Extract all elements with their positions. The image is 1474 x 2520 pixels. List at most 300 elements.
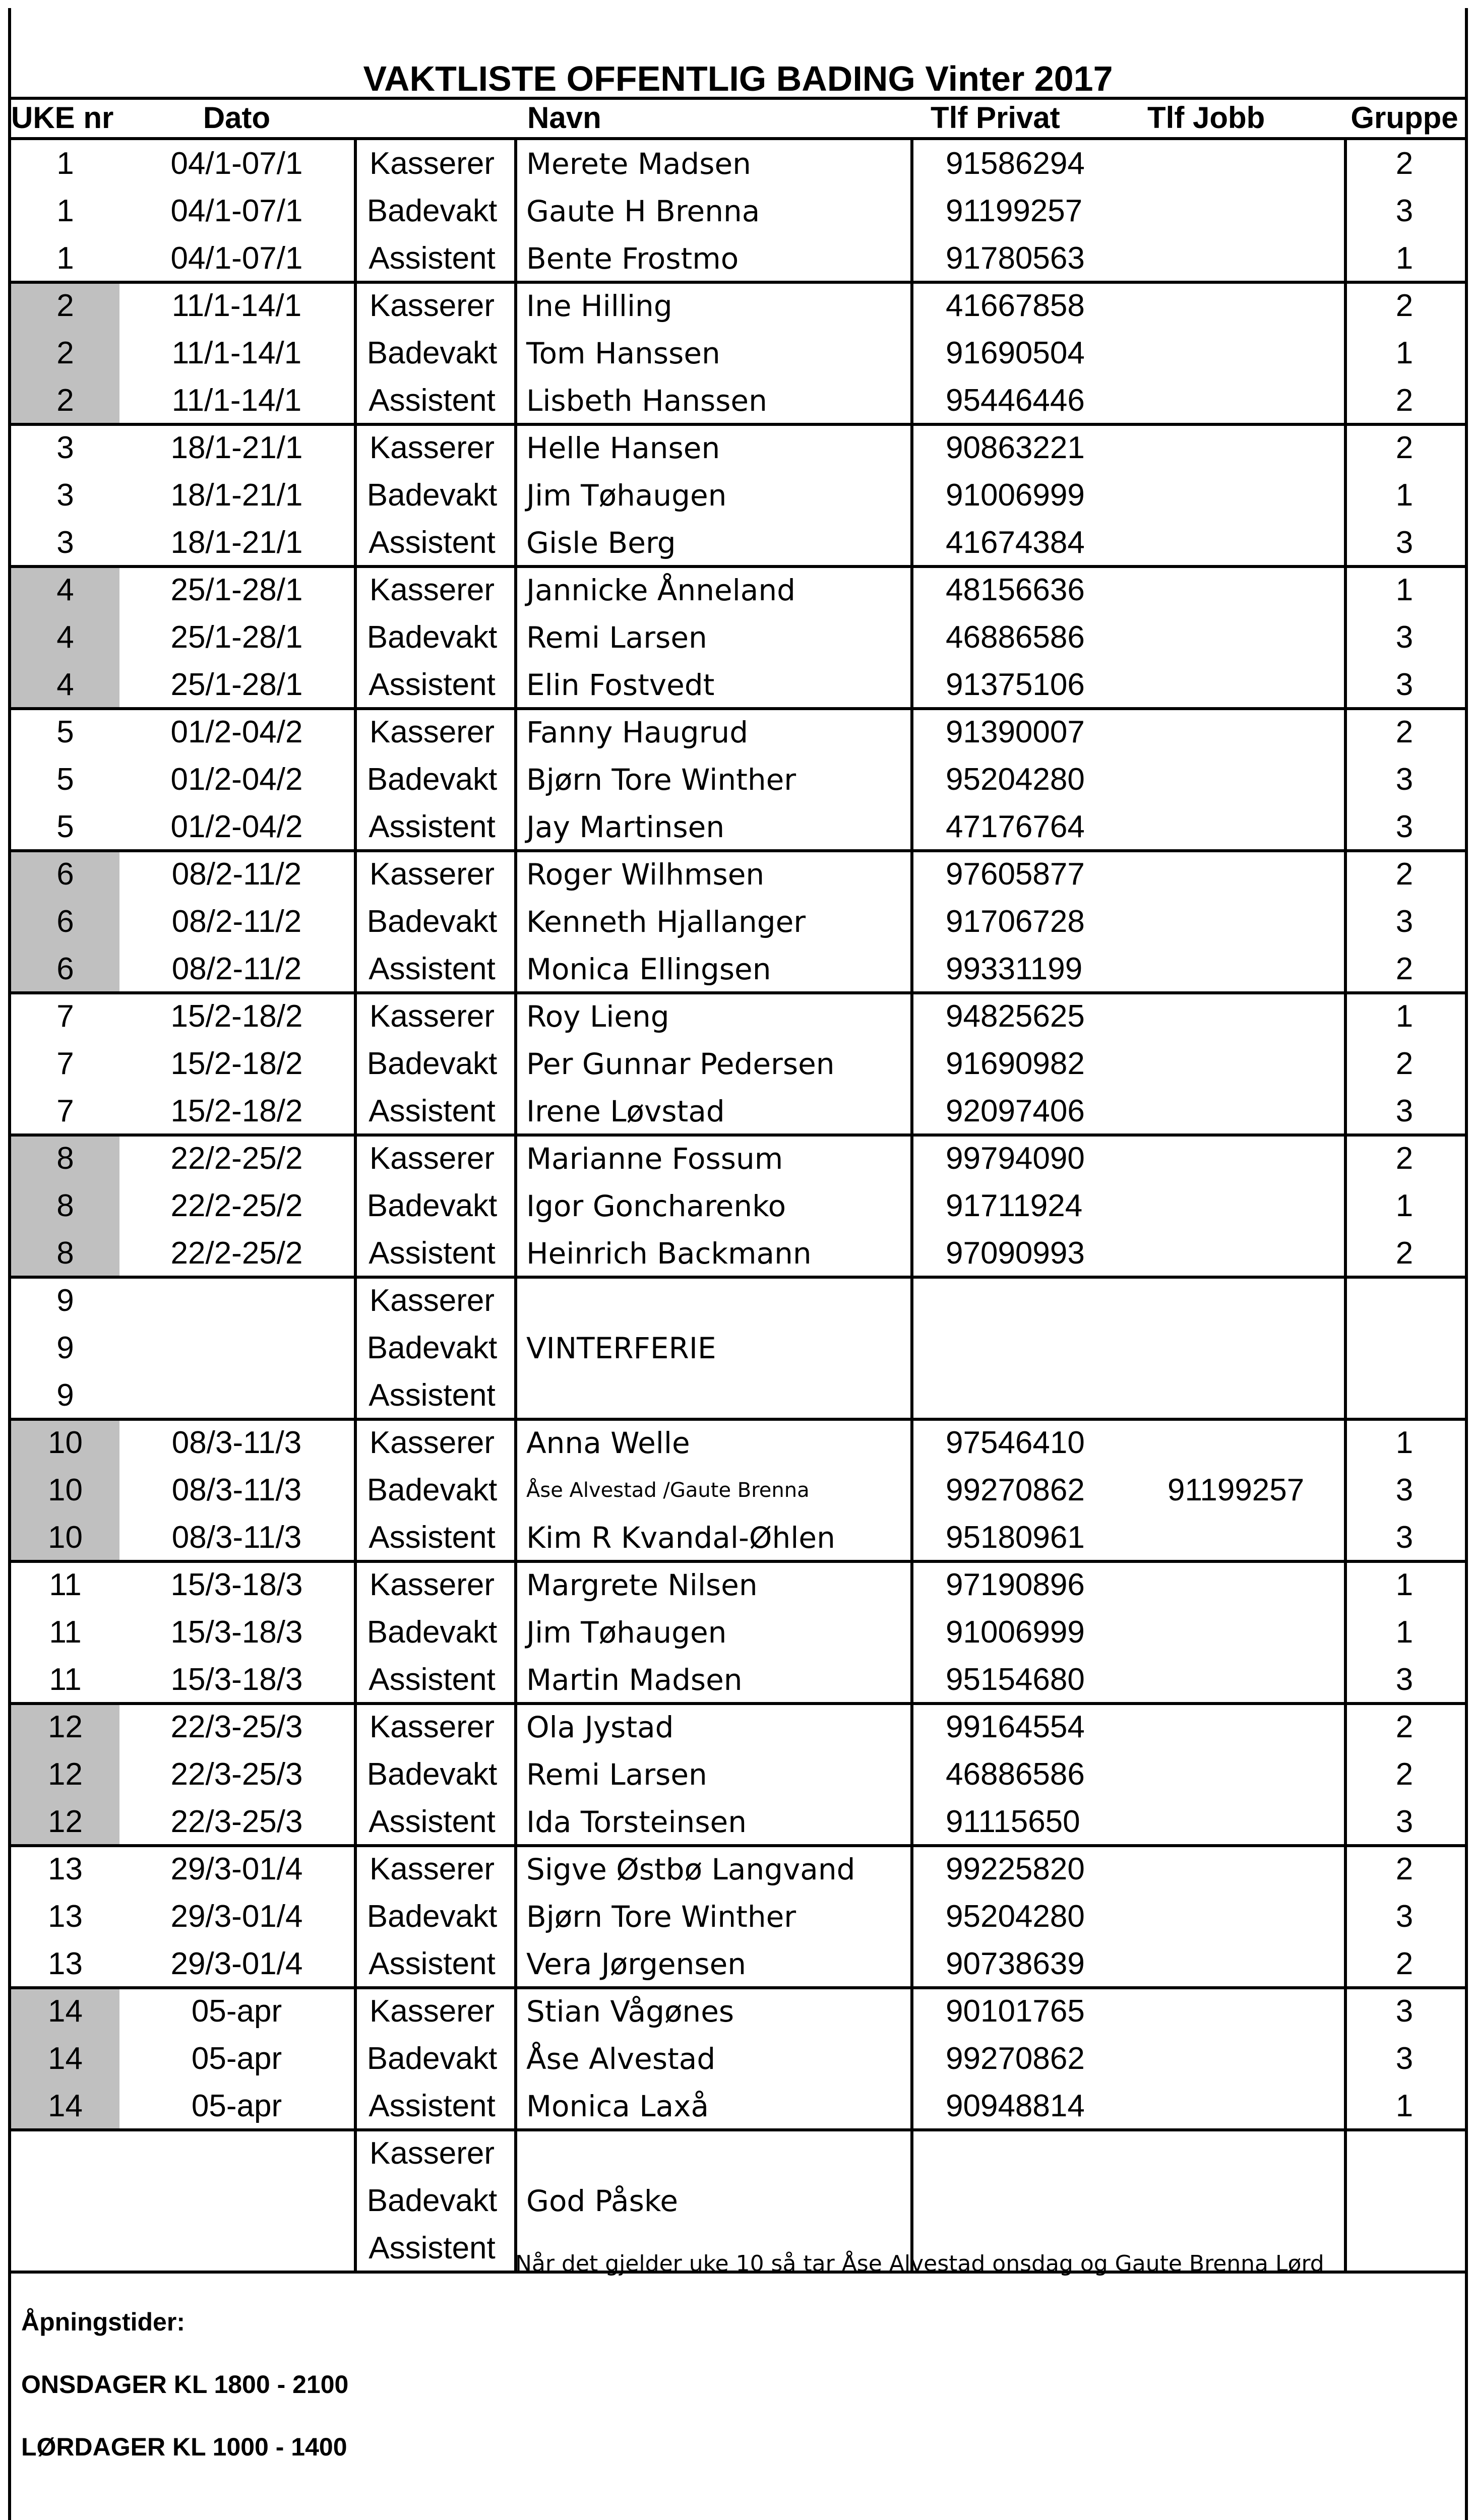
table-row (11, 1514, 1465, 1561)
cell-tlf-jobb (1112, 377, 1344, 424)
cell-uke: 6 (11, 946, 119, 993)
cell-tlf-privat: 91006999 (946, 1615, 1085, 1650)
cell-tlf-jobb (1112, 1040, 1344, 1088)
cell-rolle: Badevakt (366, 2183, 498, 2218)
cell-tlf-jobb (1112, 1798, 1344, 1846)
cell-navn: Kenneth Hjallanger (526, 905, 806, 939)
cell-dato (119, 1325, 354, 1372)
cell-tlf-privat: 95204280 (946, 1899, 1085, 1934)
cell-tlf-jobb (1112, 2177, 1344, 2225)
cell-rolle: Badevakt (366, 1046, 498, 1081)
cell-rolle: Badevakt (366, 336, 498, 370)
cell-gruppe: 1 (1395, 1567, 1414, 1602)
cell-tlf-jobb (1112, 661, 1344, 709)
cell-dato: 01/2-04/2 (170, 762, 303, 797)
cell-gruppe: 1 (1395, 241, 1414, 276)
cell-dato: 15/3-18/3 (170, 1615, 303, 1650)
cell-uke: 9 (56, 1283, 74, 1318)
table-row (11, 235, 1465, 282)
cell-tlf-privat: 90948814 (946, 2089, 1085, 2123)
cell-tlf-privat: 91199257 (946, 194, 1083, 228)
page-title: VAKTLISTE OFFENTLIG BADING Vinter 2017 (363, 59, 1113, 98)
group-separator (11, 2128, 1465, 2131)
cell-rolle: Assistent (368, 809, 496, 844)
cell-gruppe: 3 (1395, 194, 1414, 228)
cell-dato: 05-apr (191, 2041, 282, 2076)
table-row (11, 898, 1465, 946)
cell-gruppe: 2 (1395, 1046, 1414, 1081)
cell-gruppe: 3 (1395, 809, 1414, 844)
cell-tlf-privat: 97190896 (946, 1567, 1085, 1602)
cell-gruppe: 3 (1395, 667, 1414, 702)
cell-tlf-privat: 91711924 (946, 1188, 1083, 1223)
group-separator (11, 281, 1465, 284)
table-row (11, 282, 1465, 330)
table-row (11, 614, 1465, 661)
cell-dato: 22/2-25/2 (170, 1236, 303, 1271)
cell-tlf-jobb (1112, 1182, 1344, 1230)
column-divider (1344, 140, 1347, 2272)
cell-dato (119, 1372, 354, 1419)
group-separator (11, 1560, 1465, 1563)
cell-rolle: Assistent (368, 1662, 496, 1697)
group-separator (11, 1702, 1465, 1705)
cell-gruppe: 3 (1395, 1094, 1414, 1128)
cell-navn: Marianne Fossum (526, 1142, 783, 1176)
cell-navn: Roy Lieng (526, 999, 669, 1034)
cell-gruppe: 2 (1395, 383, 1414, 418)
cell-dato: 22/2-25/2 (170, 1141, 303, 1176)
cell-tlf-privat: 99270862 (946, 2041, 1085, 2076)
cell-rolle: Assistent (368, 2089, 496, 2123)
header-uke: UKE nr (11, 101, 114, 135)
cell-dato: 22/3-25/3 (170, 1710, 303, 1744)
cell-dato: 15/2-18/2 (170, 1094, 303, 1128)
cell-rolle: Badevakt (366, 194, 498, 228)
cell-tlf-privat: 95446446 (946, 383, 1085, 418)
table-row (11, 1609, 1465, 1656)
cell-gruppe: 3 (1395, 1520, 1414, 1555)
cell-tlf-jobb (1112, 330, 1344, 377)
cell-rolle: Assistent (368, 1094, 496, 1128)
cell-gruppe: 2 (1395, 1757, 1414, 1792)
cell-gruppe (1344, 1325, 1465, 1372)
cell-navn: Vera Jørgensen (526, 1947, 747, 1981)
cell-rolle: Assistent (368, 383, 496, 418)
cell-tlf-jobb (1112, 1704, 1344, 1751)
opening-hours-title: Åpningstider: (21, 2308, 185, 2336)
cell-navn: Helle Hansen (526, 431, 720, 465)
cell-uke: 3 (56, 430, 74, 465)
cell-dato: 29/3-01/4 (170, 1852, 303, 1886)
table-row (11, 1182, 1465, 1230)
table-row (11, 140, 1465, 187)
group-separator (11, 1986, 1465, 1989)
cell-tlf-jobb (1112, 851, 1344, 898)
opening-wednesday: ONSDAGER KL 1800 - 2100 (21, 2370, 349, 2399)
table-row (11, 187, 1465, 235)
cell-uke: 8 (11, 1182, 119, 1230)
cell-uke: 12 (11, 1704, 119, 1751)
table-row (11, 566, 1465, 614)
column-divider (354, 140, 357, 2272)
cell-tlf-privat: 90101765 (946, 1994, 1085, 2029)
cell-navn: Kim R Kvandal-Øhlen (526, 1521, 835, 1555)
cell-navn: Roger Wilhmsen (526, 857, 765, 892)
table-row (11, 1940, 1465, 1988)
cell-tlf-privat (910, 1277, 1112, 1325)
cell-tlf-jobb (1112, 472, 1344, 519)
cell-gruppe: 3 (1395, 620, 1414, 655)
cell-uke: 7 (56, 1046, 74, 1081)
cell-gruppe: 1 (1395, 1425, 1414, 1460)
table-row (11, 377, 1465, 424)
cell-dato: 11/1-14/1 (171, 288, 302, 323)
cell-dato: 25/1-28/1 (170, 667, 303, 702)
cell-navn: Sigve Østbø Langvand (526, 1852, 855, 1886)
group-separator (11, 423, 1465, 426)
cell-dato: 05-apr (191, 1994, 282, 2029)
cell-tlf-privat: 99164554 (946, 1710, 1085, 1744)
cell-tlf-privat: 91390007 (946, 715, 1085, 749)
cell-tlf-privat (910, 1372, 1112, 1419)
table-row (11, 709, 1465, 756)
cell-navn: Åse Alvestad /Gaute Brenna (526, 1479, 810, 1502)
cell-tlf-jobb (1112, 1561, 1344, 1609)
cell-uke (11, 2225, 119, 2272)
cell-dato: 25/1-28/1 (170, 620, 303, 655)
column-divider (514, 140, 517, 2272)
table-row (11, 424, 1465, 472)
cell-rolle: Kasserer (369, 430, 495, 465)
cell-dato: 29/3-01/4 (170, 1946, 303, 1981)
table-row (11, 1893, 1465, 1940)
cell-tlf-jobb (1112, 566, 1344, 614)
cell-navn: Remi Larsen (526, 620, 707, 655)
cell-rolle: Badevakt (366, 762, 498, 797)
cell-tlf-privat: 91006999 (946, 478, 1085, 513)
cell-tlf-jobb (1112, 756, 1344, 803)
cell-navn: VINTERFERIE (526, 1331, 716, 1365)
cell-uke: 3 (56, 525, 74, 560)
cell-navn: Heinrich Backmann (526, 1236, 812, 1271)
cell-dato: 18/1-21/1 (170, 478, 303, 513)
table-row (11, 1467, 1465, 1514)
cell-uke: 10 (11, 1419, 119, 1467)
cell-dato: 08/3-11/3 (171, 1425, 302, 1460)
cell-dato: 05-apr (191, 2089, 282, 2123)
cell-navn: Bjørn Tore Winther (526, 763, 796, 797)
cell-tlf-jobb (1112, 1372, 1344, 1419)
cell-tlf-privat: 48156636 (946, 573, 1085, 607)
cell-navn: Per Gunnar Pedersen (526, 1047, 835, 1081)
cell-uke: 1 (56, 146, 74, 181)
cell-navn: Martin Madsen (526, 1663, 743, 1697)
cell-gruppe: 2 (1395, 1141, 1414, 1176)
cell-uke: 1 (56, 241, 74, 276)
cell-rolle: Badevakt (366, 620, 498, 655)
cell-uke: 12 (11, 1798, 119, 1846)
cell-dato: 08/2-11/2 (171, 904, 302, 939)
group-separator (11, 1133, 1465, 1137)
cell-dato: 22/2-25/2 (170, 1188, 303, 1223)
cell-rolle: Badevakt (366, 1331, 498, 1365)
cell-navn: Fanny Haugrud (526, 715, 749, 749)
cell-gruppe: 3 (1395, 904, 1414, 939)
cell-uke: 11 (49, 1662, 82, 1697)
cell-rolle: Kasserer (369, 715, 495, 749)
cell-rolle: Badevakt (366, 904, 498, 939)
cell-rolle: Assistent (368, 525, 496, 560)
cell-gruppe: 1 (1395, 336, 1414, 370)
cell-uke: 4 (11, 614, 119, 661)
cell-rolle: Badevakt (366, 1473, 498, 1507)
cell-tlf-jobb (1112, 993, 1344, 1040)
cell-dato: 18/1-21/1 (170, 525, 303, 560)
cell-rolle: Kasserer (369, 2136, 495, 2171)
cell-rolle: Assistent (368, 1236, 496, 1271)
cell-gruppe (1344, 2225, 1465, 2272)
cell-uke: 2 (11, 330, 119, 377)
cell-navn: Ida Torsteinsen (526, 1805, 747, 1839)
table-row (11, 2130, 1465, 2177)
cell-dato: 15/3-18/3 (170, 1567, 303, 1602)
opening-saturday: LØRDAGER KL 1000 - 1400 (21, 2433, 347, 2461)
cell-gruppe: 3 (1395, 1994, 1414, 2029)
cell-uke: 6 (11, 851, 119, 898)
cell-navn: Gaute H Brenna (526, 194, 760, 228)
cell-dato: 04/1-07/1 (170, 194, 303, 228)
cell-tlf-jobb (1112, 1893, 1344, 1940)
table-row (11, 2035, 1465, 2083)
cell-rolle: Kasserer (369, 1567, 495, 1602)
cell-navn: Igor Goncharenko (526, 1189, 786, 1223)
cell-tlf-privat: 99225820 (946, 1852, 1085, 1886)
cell-dato (119, 2130, 354, 2177)
cell-rolle: Kasserer (369, 573, 495, 607)
cell-navn: Tom Hanssen (526, 336, 720, 370)
cell-tlf-jobb (1112, 140, 1344, 187)
cell-tlf-privat: 91690504 (946, 336, 1085, 370)
table-row (11, 1040, 1465, 1088)
table-row (11, 1798, 1465, 1846)
cell-tlf-jobb (1112, 1230, 1344, 1277)
cell-uke: 10 (11, 1467, 119, 1514)
cell-tlf-privat: 91706728 (946, 904, 1085, 939)
cell-tlf-jobb (1112, 898, 1344, 946)
cell-uke: 11 (49, 1615, 82, 1650)
cell-tlf-jobb (1112, 1135, 1344, 1182)
cell-navn: Remi Larsen (526, 1757, 707, 1792)
cell-navn: Åse Alvestad (526, 2042, 716, 2076)
cell-tlf-jobb (1112, 1988, 1344, 2035)
cell-gruppe: 2 (1395, 430, 1414, 465)
cell-uke: 14 (11, 2035, 119, 2083)
cell-navn: Irene Løvstad (526, 1094, 725, 1128)
cell-dato: 15/2-18/2 (170, 1046, 303, 1081)
cell-tlf-jobb (1112, 1751, 1344, 1798)
table-row (11, 1704, 1465, 1751)
table-row (11, 1135, 1465, 1182)
cell-uke: 4 (11, 661, 119, 709)
cell-gruppe: 3 (1395, 1804, 1414, 1839)
cell-tlf-privat: 47176764 (946, 809, 1085, 844)
cell-dato: 08/2-11/2 (171, 952, 302, 986)
cell-gruppe: 2 (1395, 952, 1414, 986)
cell-dato (119, 1277, 354, 1325)
cell-rolle: Badevakt (366, 1757, 498, 1792)
cell-navn: Ola Jystad (526, 1710, 674, 1744)
cell-navn (517, 1277, 910, 1325)
cell-tlf-privat: 91780563 (946, 241, 1085, 276)
cell-tlf-privat: 95154680 (946, 1662, 1085, 1697)
cell-uke: 14 (11, 2083, 119, 2130)
cell-dato (119, 2225, 354, 2272)
table-row (11, 1088, 1465, 1135)
group-separator (11, 1276, 1465, 1279)
group-separator (11, 1844, 1465, 1847)
cell-dato: 22/3-25/3 (170, 1804, 303, 1839)
table-row (11, 1419, 1465, 1467)
group-separator (11, 707, 1465, 710)
cell-tlf-jobb (1112, 1609, 1344, 1656)
cell-gruppe (1344, 1372, 1465, 1419)
group-separator (11, 565, 1465, 568)
cell-rolle: Assistent (368, 1946, 496, 1981)
group-separator (11, 991, 1465, 994)
cell-rolle: Assistent (368, 667, 496, 702)
cell-tlf-privat: 99270862 (946, 1473, 1085, 1507)
table-row (11, 1846, 1465, 1893)
cell-uke: 11 (49, 1567, 82, 1602)
cell-navn: Ine Hilling (526, 289, 672, 323)
cell-dato: 29/3-01/4 (170, 1899, 303, 1934)
table-row (11, 519, 1465, 566)
cell-tlf-privat: 99331199 (946, 952, 1083, 986)
cell-tlf-privat (910, 2177, 1112, 2225)
cell-uke: 2 (11, 377, 119, 424)
cell-uke: 1 (56, 194, 74, 228)
cell-tlf-jobb (1112, 1846, 1344, 1893)
cell-uke: 9 (56, 1378, 74, 1413)
cell-tlf-jobb: 91199257 (1168, 1473, 1305, 1507)
cell-uke (11, 2177, 119, 2225)
cell-gruppe: 2 (1395, 715, 1414, 749)
cell-rolle: Assistent (368, 2231, 496, 2265)
cell-tlf-jobb (1112, 709, 1344, 756)
cell-navn: Jannicke Ånneland (526, 573, 795, 607)
cell-tlf-privat: 97605877 (946, 857, 1085, 892)
cell-uke: 3 (56, 478, 74, 513)
cell-dato (119, 2177, 354, 2225)
cell-navn: Jim Tøhaugen (526, 1615, 727, 1650)
cell-tlf-privat: 46886586 (946, 620, 1085, 655)
table-row (11, 1325, 1465, 1372)
cell-tlf-privat: 46886586 (946, 1757, 1085, 1792)
cell-gruppe: 2 (1395, 1710, 1414, 1744)
cell-tlf-jobb (1112, 424, 1344, 472)
table-row (11, 1561, 1465, 1609)
cell-navn: Stian Vågønes (526, 1994, 734, 2029)
cell-rolle: Kasserer (369, 146, 495, 181)
cell-tlf-jobb (1112, 946, 1344, 993)
cell-tlf-jobb (1112, 1940, 1344, 1988)
cell-rolle: Kasserer (369, 1141, 495, 1176)
cell-dato: 18/1-21/1 (170, 430, 303, 465)
cell-rolle: Assistent (368, 1378, 496, 1413)
cell-navn: Monica Ellingsen (526, 952, 771, 986)
cell-gruppe: 3 (1395, 1662, 1414, 1697)
cell-gruppe: 3 (1395, 525, 1414, 560)
cell-gruppe: 1 (1395, 1188, 1414, 1223)
cell-tlf-jobb (1112, 803, 1344, 851)
cell-dato: 22/3-25/3 (170, 1757, 303, 1792)
cell-tlf-privat: 91375106 (946, 667, 1085, 702)
cell-rolle: Assistent (368, 1520, 496, 1555)
cell-uke: 7 (56, 999, 74, 1034)
cell-dato: 25/1-28/1 (170, 573, 303, 607)
cell-tlf-privat: 41667858 (946, 288, 1085, 323)
group-separator (11, 849, 1465, 852)
cell-navn: Gisle Berg (526, 526, 676, 560)
cell-uke: 4 (11, 566, 119, 614)
cell-uke: 6 (11, 898, 119, 946)
table-row (11, 803, 1465, 851)
table-row (11, 993, 1465, 1040)
cell-dato: 11/1-14/1 (171, 336, 302, 370)
cell-navn (517, 1372, 910, 1419)
header-dato: Dato (203, 101, 271, 135)
header-gruppe: Gruppe (1350, 101, 1458, 135)
cell-tlf-jobb (1112, 2035, 1344, 2083)
cell-tlf-privat: 99794090 (946, 1141, 1085, 1176)
cell-navn: Jim Tøhaugen (526, 478, 727, 513)
cell-tlf-privat: 91690982 (946, 1046, 1085, 1081)
column-divider (910, 140, 913, 2272)
cell-rolle: Kasserer (369, 999, 495, 1034)
cell-dato: 04/1-07/1 (170, 146, 303, 181)
cell-tlf-jobb (1112, 1656, 1344, 1704)
cell-uke: 14 (11, 1988, 119, 2035)
cell-gruppe: 3 (1395, 762, 1414, 797)
table-row (11, 330, 1465, 377)
cell-gruppe: 1 (1395, 573, 1414, 607)
cell-navn: Anna Welle (526, 1426, 690, 1460)
cell-rolle: Kasserer (369, 1425, 495, 1460)
cell-uke: 8 (11, 1135, 119, 1182)
cell-tlf-jobb (1112, 1277, 1344, 1325)
cell-tlf-privat: 95204280 (946, 762, 1085, 797)
cell-rolle: Badevakt (366, 478, 498, 513)
table-row (11, 2177, 1465, 2225)
cell-dato: 01/2-04/2 (170, 809, 303, 844)
cell-navn: God Påske (526, 2184, 679, 2218)
table-row (11, 756, 1465, 803)
table-row (11, 1656, 1465, 1704)
table-row (11, 851, 1465, 898)
cell-dato: 08/3-11/3 (171, 1473, 302, 1507)
cell-gruppe: 3 (1395, 1899, 1414, 1934)
cell-tlf-jobb (1112, 235, 1344, 282)
cell-uke: 13 (48, 1946, 83, 1981)
table-row (11, 1372, 1465, 1419)
table-row (11, 1230, 1465, 1277)
table-row (11, 1751, 1465, 1798)
cell-tlf-privat: 41674384 (946, 525, 1085, 560)
cell-gruppe: 1 (1395, 2089, 1414, 2123)
cell-rolle: Kasserer (369, 1283, 495, 1318)
cell-tlf-jobb (1112, 2083, 1344, 2130)
